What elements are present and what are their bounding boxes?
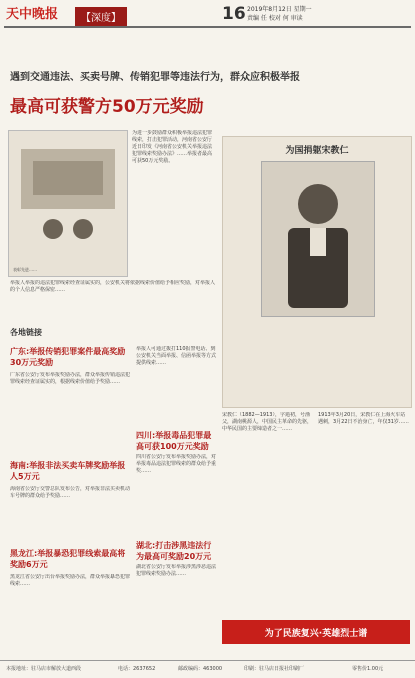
middle-text: 举报人可通过拨打110报警电话、到公安机关当面举报、信函举报等方式提供线索…… xyxy=(136,346,216,366)
heilongjiang-heading: 黑龙江:举报暴恐犯罪线索最高将奖励6万元 xyxy=(10,549,126,569)
hubei-heading: 湖北:打击涉黑违法行为最高可奖励20万元 xyxy=(136,541,212,561)
portrait-illustration xyxy=(262,162,374,316)
footer-address: 本报地址：驻马店市解放大道西段 xyxy=(6,666,82,672)
footer-price: 零售价1.00元 xyxy=(352,666,384,672)
footer-printer: 印刷：驻马店日报社印刷厂 xyxy=(244,666,305,672)
feature-body-2: 1913年3月20日，宋教仁在上海火车站遇刺，3月22日不治身亡，年仅31岁…… xyxy=(318,412,409,425)
header-meta xyxy=(247,5,312,23)
sichuan-body: 四川省公安厅发布举报奖励办法，对举报毒品违法犯罪线索的群众给予重奖…… xyxy=(136,454,216,474)
footer xyxy=(0,660,415,678)
photo-illustration xyxy=(9,131,127,276)
masthead xyxy=(0,0,415,30)
feature-title: 为国捐躯宋教仁 xyxy=(285,146,349,156)
photo-caption: 表彰先进…… xyxy=(13,267,37,272)
section-tag: 【深度】 xyxy=(75,7,127,26)
hubei-body: 湖北省公安厅发布举报涉黑涉恶违法犯罪线索奖励办法…… xyxy=(136,564,216,577)
local-news-bar xyxy=(10,327,190,339)
page-number: 16 xyxy=(222,4,246,24)
hainan-body: 海南省公安厅交警总队发布公告，对举报非法买卖机动车号牌的群众给予奖励…… xyxy=(10,486,131,499)
guangdong-body: 广东省公安厅发布举报奖励办法，群众举报传销违法犯罪线索经查证属实的，根据线索价值给予奖励…… xyxy=(10,372,131,385)
local-news-title: 各地链接 xyxy=(10,328,42,337)
intro-text: 为进一步鼓励群众积极举报违法犯罪线索，打击犯罪活动，河南省公安厅近日印发《河南省公安机关举报违法犯罪线索奖励办法》……举报者最高可获50万元奖励。 xyxy=(132,130,213,164)
footer-zip: 邮政编码：463000 xyxy=(178,666,223,672)
ad-banner xyxy=(222,620,410,644)
newspaper-logo: 天中晚报 xyxy=(6,7,59,22)
news-photo xyxy=(8,130,128,277)
feature-box xyxy=(222,136,412,408)
header-divider xyxy=(4,26,411,28)
portrait-photo xyxy=(261,161,375,317)
ad-text: 为了民族复兴·英雄烈士谱 xyxy=(264,629,368,639)
headline: 最高可获警方50万元奖励 xyxy=(10,97,204,117)
footer-phone: 电话：2637652 xyxy=(118,666,156,672)
header-editors: 责编 任 校对 何 审读 xyxy=(247,15,303,22)
hainan-heading: 海南:举报非法买卖车牌奖励举报人5万元 xyxy=(10,461,126,481)
feature-body: 宋教仁（1882—1913），字遁初，号渔父，湖南桃源人，中国民主革命的先驱，中华民国的主要缔造者之一…… xyxy=(222,412,312,432)
sichuan-heading: 四川:举报毒品犯罪最高可获100万元奖励 xyxy=(136,431,212,451)
header-date: 2019年8月12日 星期一 xyxy=(247,6,312,13)
heilongjiang-body: 黑龙江省公安厅出台举报奖励办法，群众举报暴恐犯罪线索…… xyxy=(10,574,131,587)
guangdong-heading: 广东:举报传销犯罪案件最高奖励30万元奖励 xyxy=(10,347,126,367)
left-body-text: 举报人举报的违法犯罪线索经查证属实的，公安机关将依据线索价值给予相应奖励，对举报人的个人信息严格保密…… xyxy=(10,280,216,293)
headline-kicker: 遇到交通违法、买卖号牌、传销犯罪等违法行为，群众应积极举报 xyxy=(10,72,300,83)
